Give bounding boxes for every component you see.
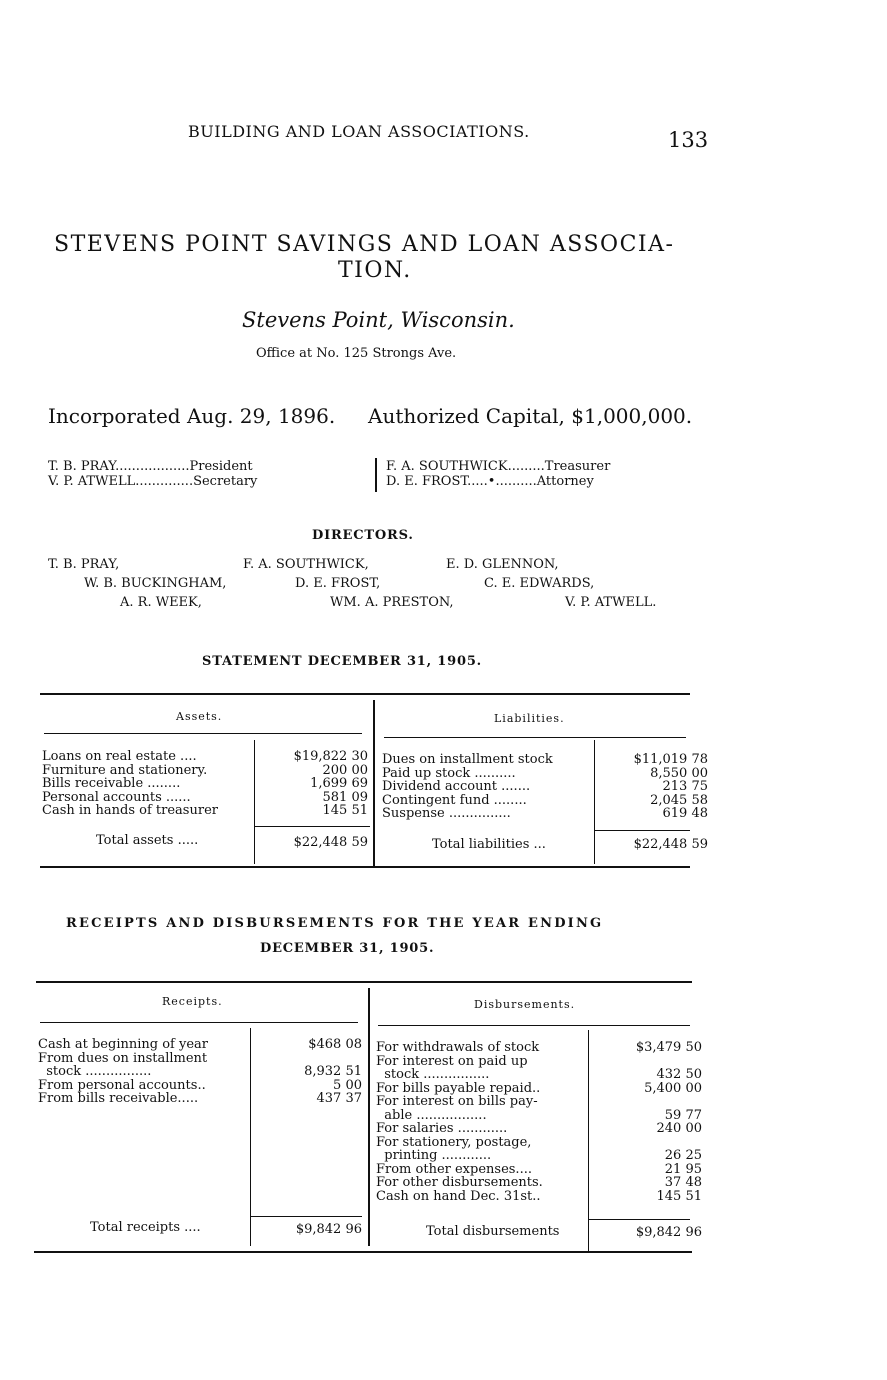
list-item: printing ............: [376, 1148, 492, 1163]
statement-center-divider: [373, 700, 375, 866]
director: W. B. BUCKINGHAM,: [84, 576, 227, 591]
disbursements-total-value: $9,842 96: [635, 1225, 702, 1240]
list-item-value: $468 08: [308, 1037, 362, 1052]
table-row: Bills receivable ........: [42, 776, 181, 791]
table-row: Cash in hands of treasurer: [42, 803, 218, 818]
liabilities-total-label: Total liabilities ...: [432, 837, 546, 852]
table-row: Furniture and stationery.: [42, 762, 208, 778]
assets-total-rule: [254, 826, 370, 827]
liabilities-total-value: $22,448 59: [633, 837, 708, 852]
list-item-value: 8,932 51: [304, 1064, 362, 1079]
receipts-total-label: Total receipts ....: [90, 1220, 201, 1235]
list-item-value: 437 37: [316, 1091, 362, 1106]
list-item-value: [590, 1055, 702, 1069]
list-item: For stationery, postage,: [376, 1134, 532, 1150]
director: F. A. SOUTHWICK,: [243, 557, 369, 572]
list-item: For withdrawals of stock: [376, 1040, 540, 1055]
director: E. D. GLENNON,: [446, 557, 559, 572]
table-row: Dues on installment stock: [382, 752, 553, 767]
receipts-caption: Receipts.: [162, 995, 223, 1008]
table-row: Paid up stock ..........: [382, 765, 516, 781]
table-row: Contingent fund ........: [382, 792, 527, 808]
table-row: Suspense ...............: [382, 806, 511, 821]
table-cell-value: 619 48: [662, 806, 708, 821]
table-row: Loans on real estate ....: [42, 749, 197, 764]
list-item-value: 240 00: [656, 1121, 702, 1136]
assets-total-value: $22,448 59: [293, 835, 368, 850]
director: T. B. PRAY,: [48, 557, 120, 572]
running-head: BUILDING AND LOAN ASSOCIATIONS.: [188, 122, 530, 141]
assets-caption: Assets.: [176, 710, 223, 723]
list-item-value: 5 00: [333, 1077, 362, 1093]
page-title: STEVENS POINT SAVINGS AND LOAN ASSOCIA-: [54, 232, 675, 257]
assets-total-label: Total assets .....: [96, 833, 199, 848]
table-cell-value: 8,550 00: [650, 765, 708, 781]
list-item: From other expenses....: [376, 1161, 532, 1177]
table-cell-value: 145 51: [322, 803, 368, 818]
statement-top-rule: [40, 693, 690, 695]
rd-heading-continued: DECEMBER 31, 1905.: [260, 941, 435, 956]
list-item-value: 145 51: [656, 1188, 702, 1204]
page-title-continued: TION.: [338, 258, 412, 283]
assets-value-divider: [254, 740, 255, 864]
officer-row-2-left: V. P. ATWELL..............Secretary: [48, 474, 258, 489]
list-item: For other disbursements.: [376, 1175, 543, 1190]
incorporated-date: Incorporated Aug. 29, 1896.: [48, 404, 336, 428]
receipts-total-rule: [250, 1216, 362, 1217]
rd-heading: RECEIPTS AND DISBURSEMENTS FOR THE YEAR ENDING: [66, 916, 604, 931]
disbursements-total-rule: [588, 1219, 690, 1220]
disbursements-caption-rule: [378, 1025, 690, 1026]
list-item: For interest on bills pay-: [376, 1094, 538, 1109]
table-cell-value: $19,822 30: [293, 749, 368, 764]
director: D. E. FROST,: [295, 576, 381, 591]
receipts-total-value: $9,842 96: [295, 1222, 362, 1237]
table-cell-value: 1,699 69: [310, 776, 368, 791]
list-item: Cash on hand Dec. 31st..: [376, 1188, 541, 1204]
list-item: From personal accounts..: [38, 1077, 206, 1093]
receipts-caption-rule: [40, 1022, 358, 1023]
table-cell-value: 200 00: [322, 762, 368, 778]
list-item: For interest on paid up: [376, 1053, 528, 1069]
office-address: Office at No. 125 Strongs Ave.: [256, 346, 457, 361]
list-item: For salaries ............: [376, 1121, 508, 1136]
officer-row-1-right: F. A. SOUTHWICK.........Treasurer: [386, 459, 611, 474]
list-item: stock ................: [376, 1067, 490, 1082]
list-item: Cash at beginning of year: [38, 1037, 208, 1052]
list-item-value: [252, 1052, 362, 1066]
list-item-value: 21 95: [664, 1161, 702, 1177]
list-item: stock ................: [38, 1064, 152, 1079]
disbursements-caption: Disbursements.: [474, 998, 576, 1011]
officers-divider: [375, 458, 377, 492]
liabilities-caption: Liabilities.: [494, 712, 565, 725]
disbursements-total-label: Total disbursements: [426, 1224, 560, 1239]
list-item-value: [590, 1095, 702, 1109]
table-cell-value: 2,045 58: [650, 792, 708, 808]
authorized-capital: Authorized Capital, $1,000,000.: [368, 404, 693, 428]
receipts-value-divider: [250, 1028, 251, 1246]
table-row: Dividend account .......: [382, 779, 531, 794]
table-cell-value: 213 75: [662, 779, 708, 794]
rd-center-divider: [368, 988, 370, 1246]
assets-caption-rule: [44, 733, 362, 734]
page-number: 133: [668, 128, 709, 152]
table-row: Personal accounts ......: [42, 789, 191, 805]
list-item-value: 432 50: [656, 1067, 702, 1082]
officer-row-1-left: T. B. PRAY..................President: [48, 459, 253, 474]
list-item-value: [590, 1136, 702, 1150]
list-item-value: 5,400 00: [644, 1080, 702, 1096]
list-item: From bills receivable.....: [38, 1091, 199, 1106]
rd-top-rule: [36, 981, 692, 983]
table-cell-value: 581 09: [322, 789, 368, 805]
list-item-value: 59 77: [664, 1107, 702, 1123]
director: A. R. WEEK,: [120, 595, 202, 610]
list-item-value: 37 48: [664, 1175, 702, 1190]
rd-bottom-rule: [34, 1251, 692, 1253]
director: V. P. ATWELL.: [565, 595, 657, 610]
liabilities-value-divider: [594, 740, 595, 864]
directors-heading: DIRECTORS.: [312, 528, 414, 543]
director: WM. A. PRESTON,: [330, 595, 454, 610]
table-cell-value: $11,019 78: [633, 752, 708, 767]
list-item: From dues on installment: [38, 1050, 208, 1066]
list-item: For bills payable repaid..: [376, 1080, 541, 1096]
statement-heading: STATEMENT DECEMBER 31, 1905.: [202, 654, 482, 669]
list-item-value: $3,479 50: [635, 1040, 702, 1055]
list-item-value: 26 25: [664, 1148, 702, 1163]
statement-bottom-rule: [40, 866, 690, 868]
director: C. E. EDWARDS,: [484, 576, 595, 591]
list-item: able .................: [376, 1107, 487, 1123]
liabilities-total-rule: [594, 830, 690, 831]
officer-row-2-right: D. E. FROST.....•..........Attorney: [386, 474, 594, 489]
liabilities-caption-rule: [384, 737, 686, 738]
location: Stevens Point, Wisconsin.: [242, 308, 515, 332]
